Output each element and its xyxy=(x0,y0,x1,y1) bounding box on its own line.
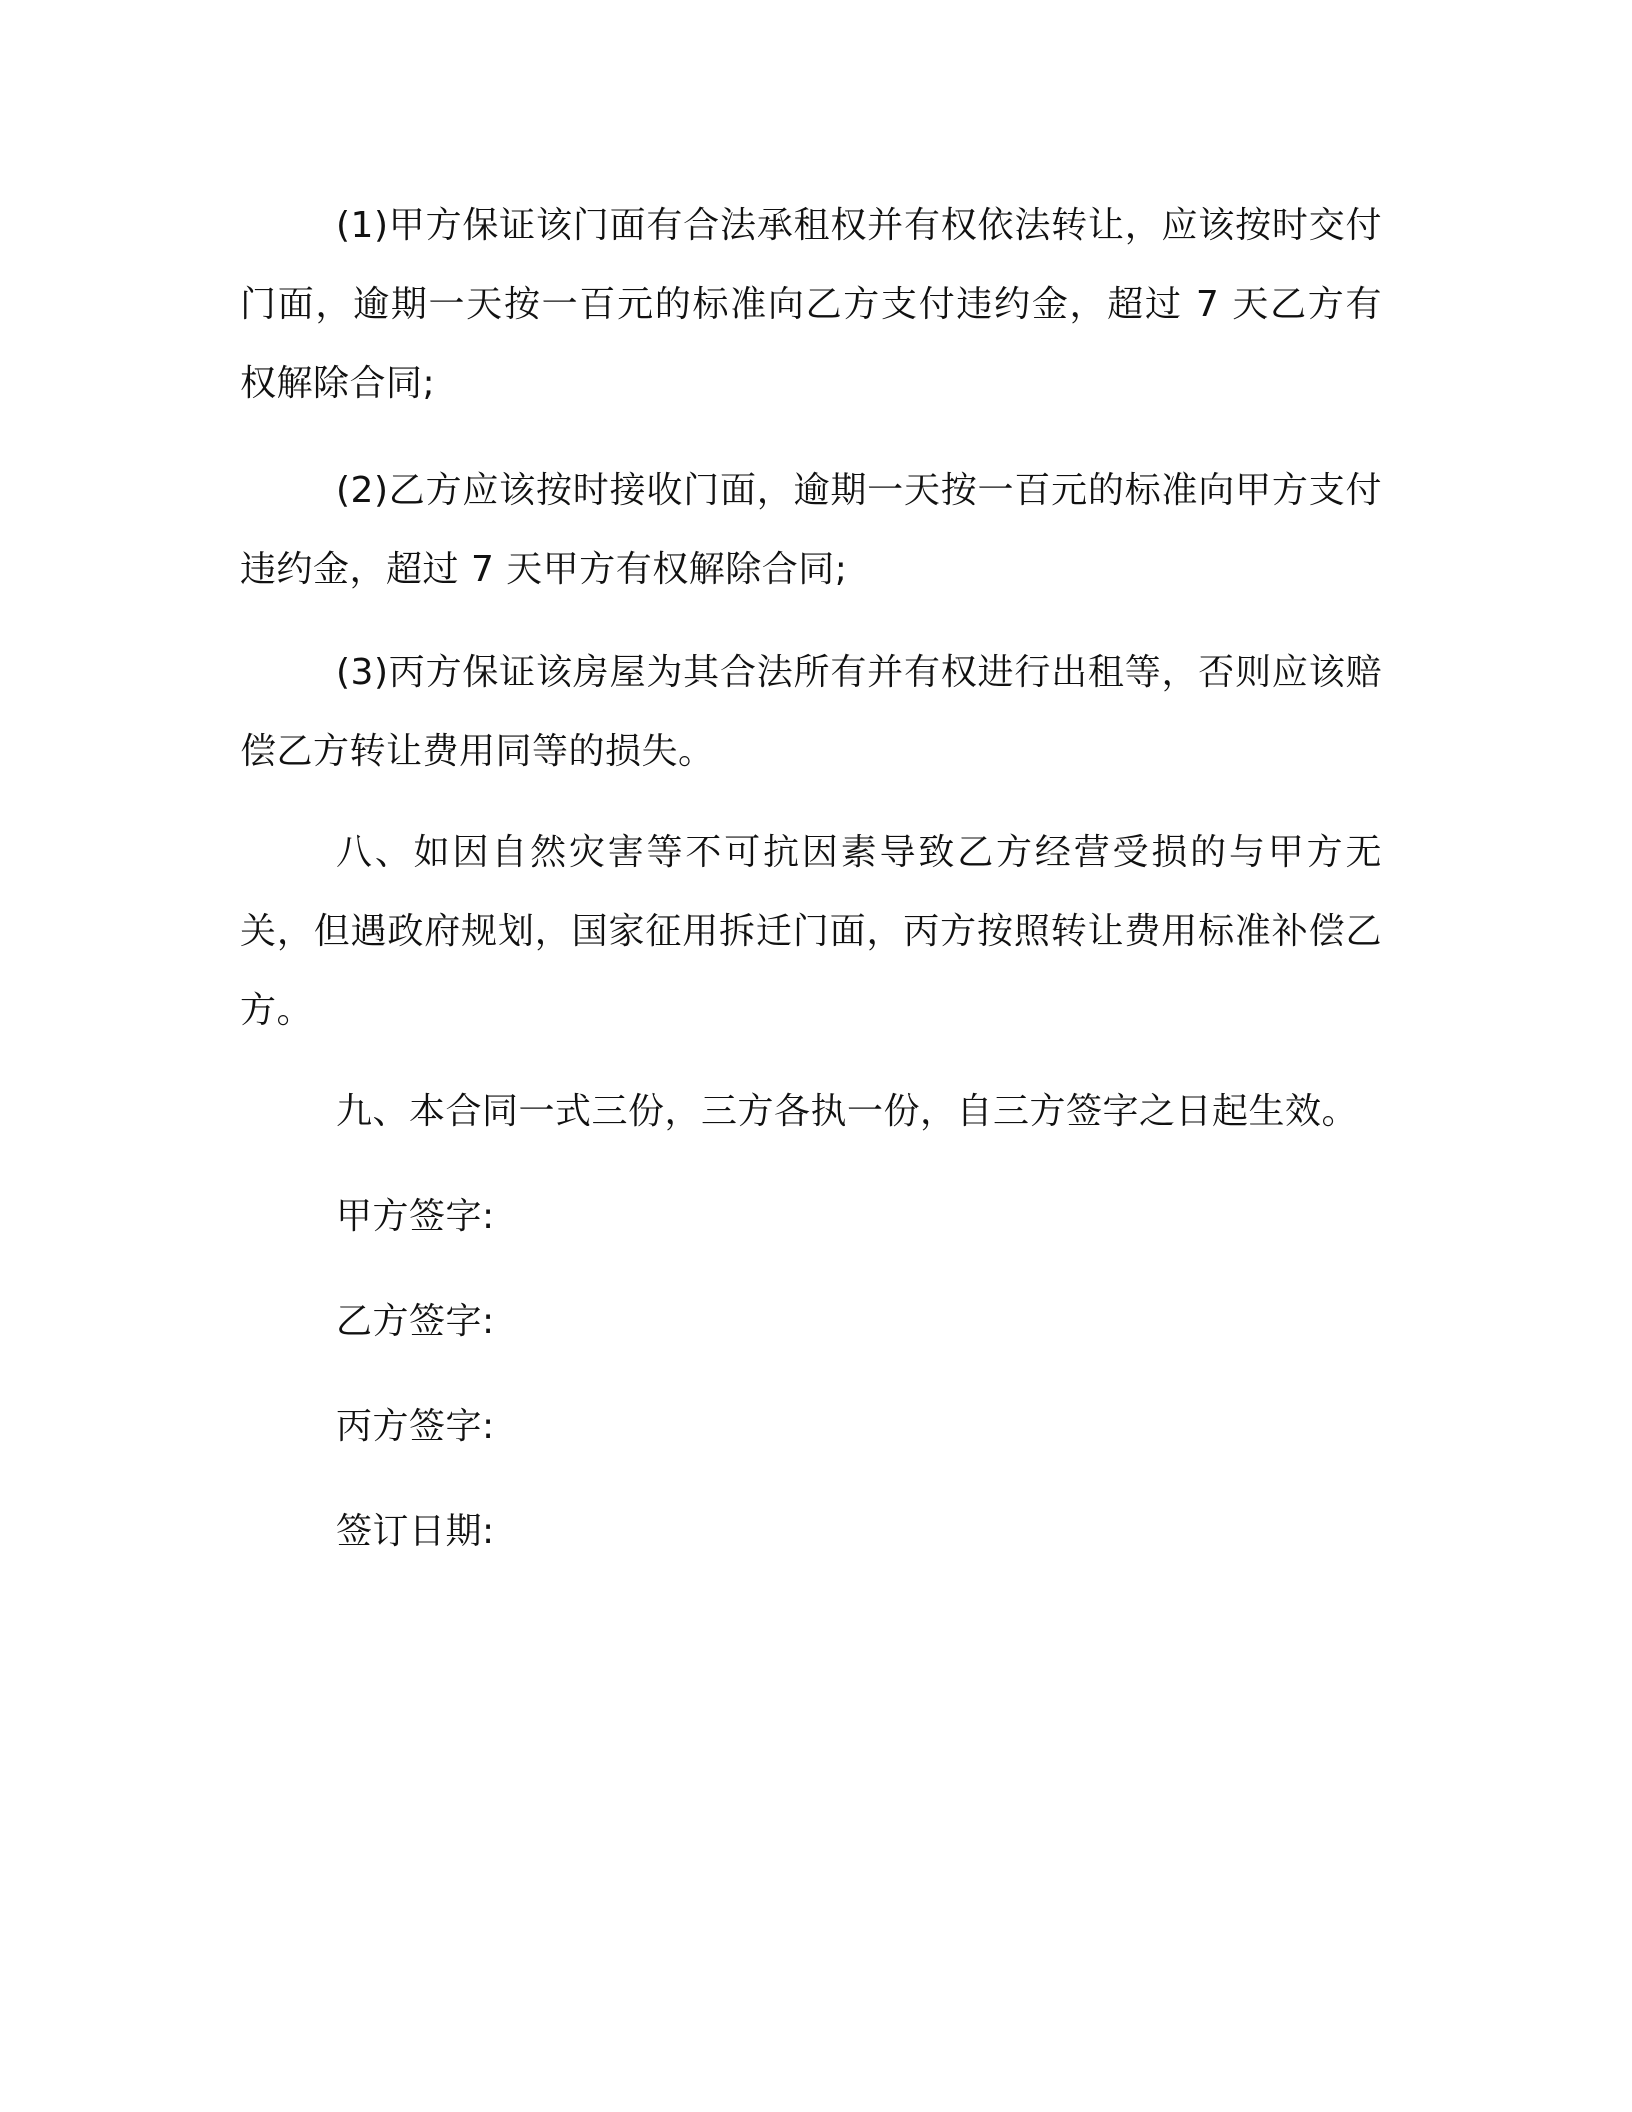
clause-2-paragraph: (2)乙方应该按时接收门面，逾期一天按一百元的标准向甲方支付违约金，超过 7 天甲方有权解除合同; xyxy=(240,470,1382,590)
party-c-signature-line: 丙方签字: xyxy=(336,1406,495,1447)
document-body xyxy=(240,186,1382,1597)
article-9-paragraph: 九、本合同一式三份，三方各执一份，自三方签字之日起生效。 xyxy=(336,1091,1359,1132)
party-b-signature-line: 乙方签字: xyxy=(336,1301,495,1342)
article-8-paragraph: 八、如因自然灾害等不可抗因素导致乙方经营受损的与甲方无关，但遇政府规划，国家征用拆迁门面，丙方按照转让费用标准补偿乙方。 xyxy=(240,832,1382,1031)
party-a-signature-line: 甲方签字: xyxy=(336,1196,495,1237)
signing-date-line: 签订日期: xyxy=(336,1511,495,1552)
clause-3-paragraph: (3)丙方保证该房屋为其合法所有并有权进行出租等，否则应该赔偿乙方转让费用同等的损失。 xyxy=(240,652,1382,772)
clause-1-paragraph: (1)甲方保证该门面有合法承租权并有权依法转让，应该按时交付门面，逾期一天按一百元的标准向乙方支付违约金，超过 7 天乙方有权解除合同; xyxy=(240,205,1382,404)
